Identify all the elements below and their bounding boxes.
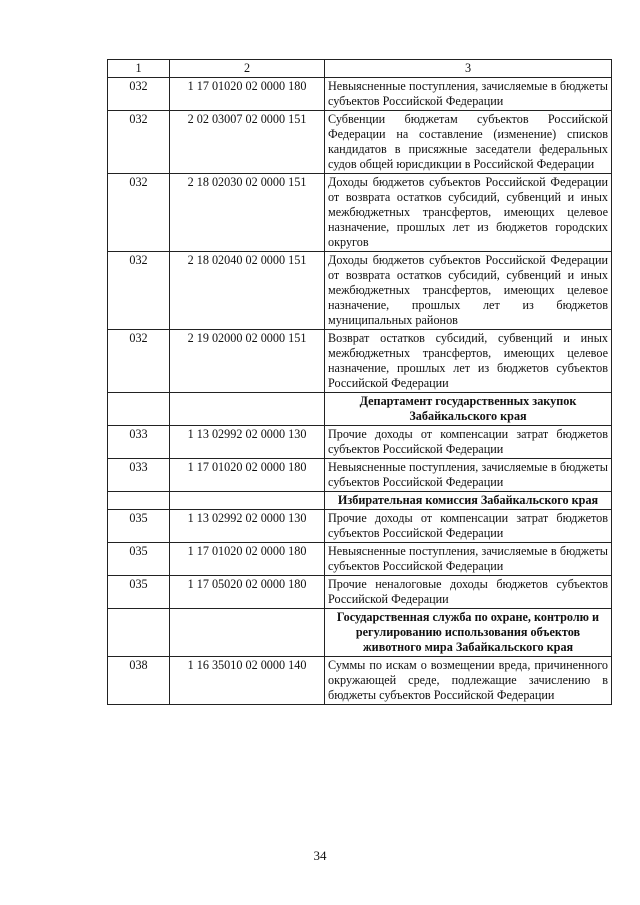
header-row [108, 60, 612, 78]
table-row [108, 543, 612, 576]
table-row [108, 174, 612, 252]
section-spacer-admin [108, 393, 170, 426]
section-spacer-kbk [170, 492, 325, 510]
kbk-code-cell: 1 13 02992 02 0000 130 [170, 426, 325, 459]
admin-code-cell: 038 [108, 657, 170, 705]
table-row [108, 426, 612, 459]
section-row [108, 393, 612, 426]
column-header-3: 3 [325, 60, 612, 78]
revenue-name-cell: Доходы бюджетов субъектов Российской Федерации от возврата остатков субсидий, субвенций и иных межбюджетных трансфертов, имеющих целевое назначение, прошлых лет из бюджетов муниципальных районов [325, 252, 612, 330]
section-spacer-kbk [170, 609, 325, 657]
revenue-codes-table [107, 59, 612, 705]
kbk-code-cell: 2 18 02030 02 0000 151 [170, 174, 325, 252]
column-header-2: 2 [170, 60, 325, 78]
admin-code-cell: 033 [108, 426, 170, 459]
page-number: 34 [313, 848, 327, 863]
table-row [108, 78, 612, 111]
table-row [108, 111, 612, 174]
revenue-name-cell: Прочие доходы от компенсации затрат бюджетов субъектов Российской Федерации [325, 510, 612, 543]
revenue-name-cell: Доходы бюджетов субъектов Российской Федерации от возврата остатков субсидий, субвенций и иных межбюджетных трансфертов, имеющих целевое назначение, прошлых лет из бюджетов городских округов [325, 174, 612, 252]
revenue-name-cell: Прочие доходы от компенсации затрат бюджетов субъектов Российской Федерации [325, 426, 612, 459]
kbk-code-cell: 1 17 01020 02 0000 180 [170, 78, 325, 111]
table-row [108, 252, 612, 330]
kbk-code-cell: 1 17 05020 02 0000 180 [170, 576, 325, 609]
admin-code-cell: 032 [108, 78, 170, 111]
table-row [108, 459, 612, 492]
table-row [108, 330, 612, 393]
section-title: Департамент государственных закупок Забайкальского края [325, 393, 612, 426]
section-title: Государственная служба по охране, контролю и регулированию использования объектов животного мира Забайкальского края [325, 609, 612, 657]
section-spacer-kbk [170, 393, 325, 426]
kbk-code-cell: 1 16 35010 02 0000 140 [170, 657, 325, 705]
table-row [108, 510, 612, 543]
admin-code-cell: 033 [108, 459, 170, 492]
revenue-name-cell: Невыясненные поступления, зачисляемые в бюджеты субъектов Российской Федерации [325, 78, 612, 111]
revenue-name-cell: Невыясненные поступления, зачисляемые в бюджеты субъектов Российской Федерации [325, 459, 612, 492]
kbk-code-cell: 1 13 02992 02 0000 130 [170, 510, 325, 543]
kbk-code-cell: 1 17 01020 02 0000 180 [170, 459, 325, 492]
revenue-name-cell: Возврат остатков субсидий, субвенций и иных межбюджетных трансфертов, имеющих целевое назначение, прошлых лет из бюджетов субъектов Российской Федерации [325, 330, 612, 393]
table-row [108, 657, 612, 705]
kbk-code-cell: 2 18 02040 02 0000 151 [170, 252, 325, 330]
column-header-1: 1 [108, 60, 170, 78]
admin-code-cell: 032 [108, 330, 170, 393]
section-spacer-admin [108, 609, 170, 657]
section-row [108, 609, 612, 657]
admin-code-cell: 032 [108, 252, 170, 330]
kbk-code-cell: 2 19 02000 02 0000 151 [170, 330, 325, 393]
table-body [108, 78, 612, 705]
revenue-name-cell: Невыясненные поступления, зачисляемые в бюджеты субъектов Российской Федерации [325, 543, 612, 576]
admin-code-cell: 032 [108, 111, 170, 174]
kbk-code-cell: 1 17 01020 02 0000 180 [170, 543, 325, 576]
revenue-name-cell: Суммы по искам о возмещении вреда, причиненного окружающей среде, подлежащие зачислению в бюджеты субъектов Российской Федерации [325, 657, 612, 705]
revenue-name-cell: Субвенции бюджетам субъектов Российской Федерации на составление (изменение) списков кандидатов в присяжные заседатели федеральных судов общей юрисдикции в Российской Федерации [325, 111, 612, 174]
table-header [108, 60, 612, 78]
section-title: Избирательная комиссия Забайкальского края [325, 492, 612, 510]
section-spacer-admin [108, 492, 170, 510]
section-row [108, 492, 612, 510]
admin-code-cell: 035 [108, 510, 170, 543]
admin-code-cell: 035 [108, 543, 170, 576]
admin-code-cell: 035 [108, 576, 170, 609]
revenue-name-cell: Прочие неналоговые доходы бюджетов субъектов Российской Федерации [325, 576, 612, 609]
table-row [108, 576, 612, 609]
kbk-code-cell: 2 02 03007 02 0000 151 [170, 111, 325, 174]
admin-code-cell: 032 [108, 174, 170, 252]
